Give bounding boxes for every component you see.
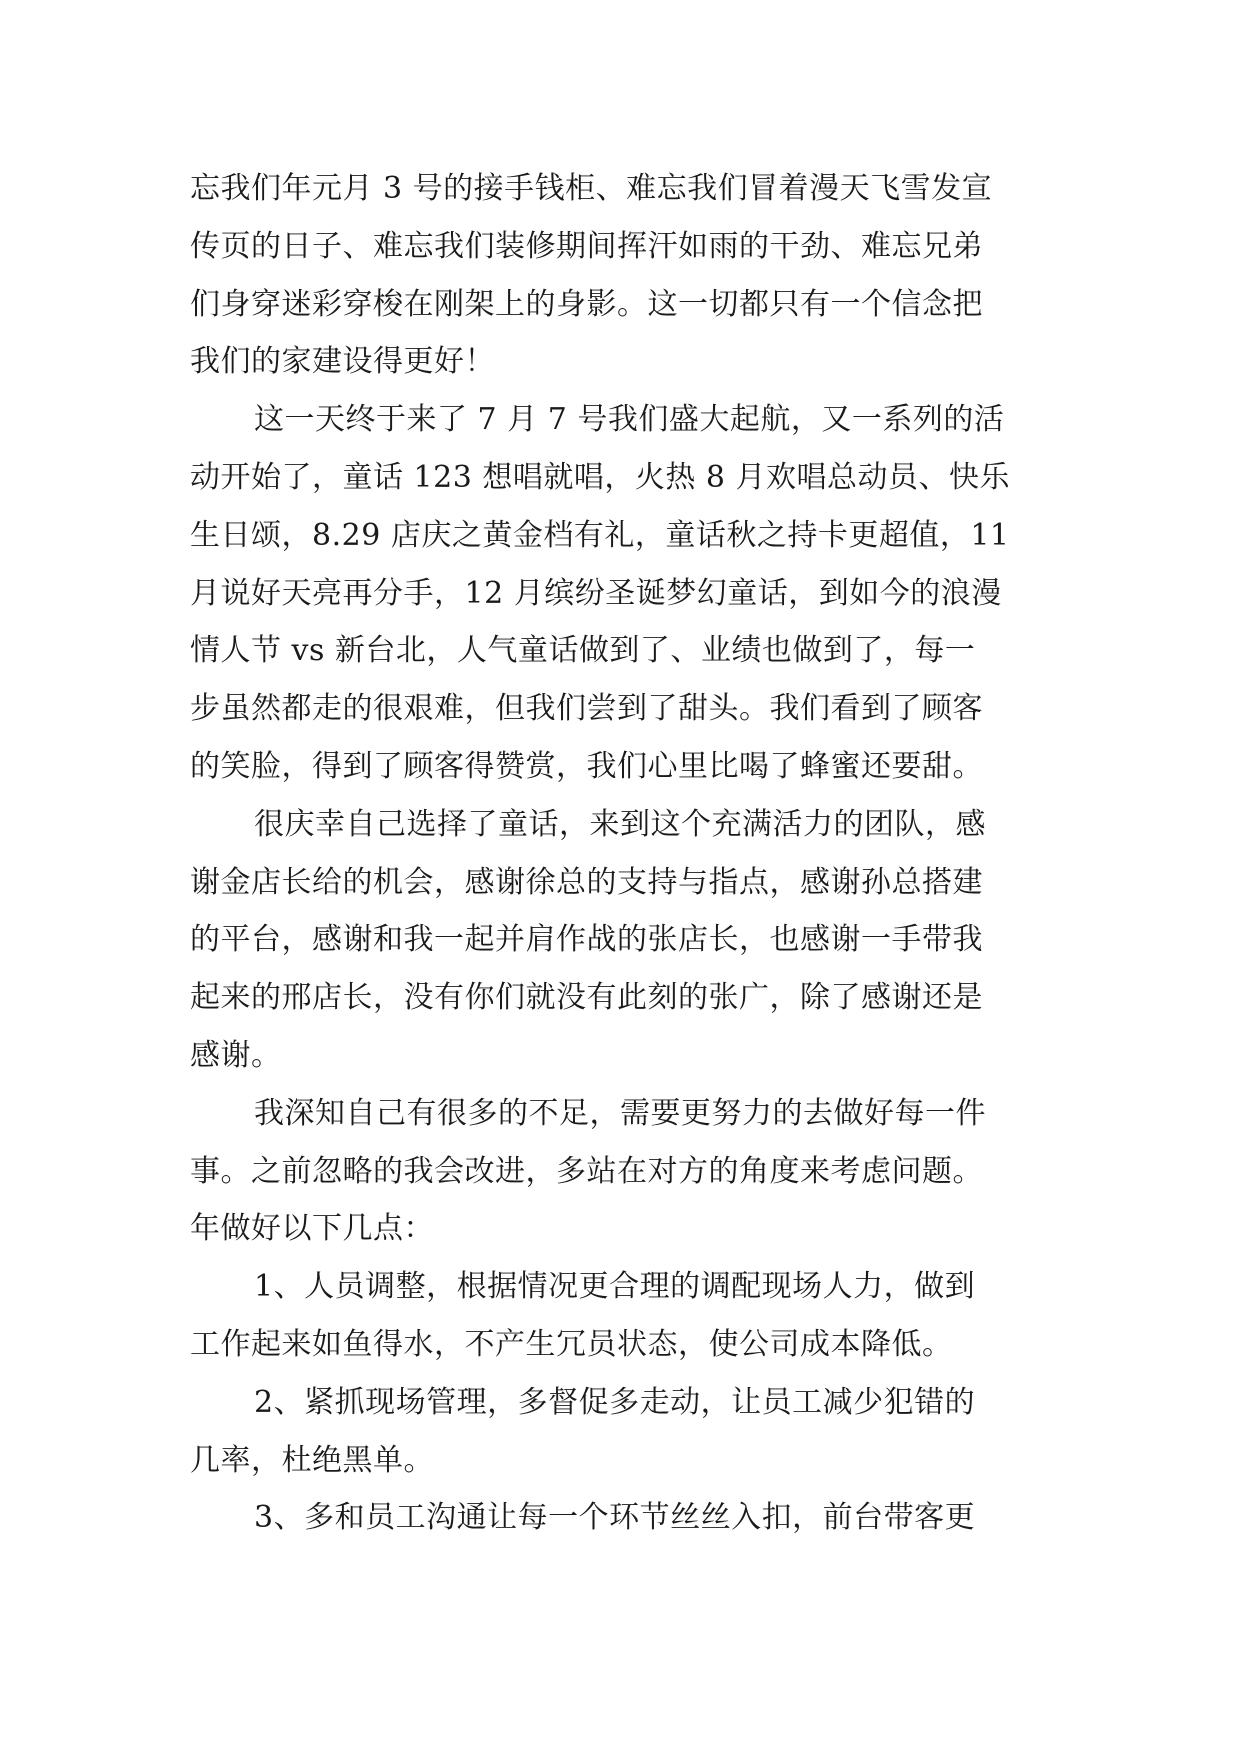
text-line: 月说好天亮再分手，12 月缤纷圣诞梦幻童话，到如今的浪漫	[190, 575, 1002, 611]
text-line: 谢金店长给的机会，感谢徐总的支持与指点，感谢孙总搭建	[190, 864, 983, 900]
text-line: 工作起来如鱼得水，不产生冗员状态，使公司成本降低。	[190, 1326, 953, 1362]
text-line: 事。之前忽略的我会改进，多站在对方的角度来考虑问题。	[190, 1153, 983, 1189]
text-line: 的笑脸，得到了顾客得赞赏，我们心里比喝了蜂蜜还要甜。	[190, 748, 983, 784]
text-line: 年做好以下几点：	[190, 1211, 434, 1247]
text-line: 们身穿迷彩穿梭在刚架上的身影。这一切都只有一个信念把	[190, 286, 983, 322]
text-line: 情人节 vs 新台北，人气童话做到了、业绩也做到了，每一	[190, 633, 976, 669]
document-body	[190, 160, 1052, 1547]
text-line: 1、人员调整，根据情况更合理的调配现场人力，做到	[254, 1269, 976, 1305]
text-line: 这一天终于来了 7 月 7 号我们盛大起航，又一系列的活	[254, 402, 1005, 438]
text-line: 感谢。	[190, 1037, 282, 1073]
text-line: 的平台，感谢和我一起并肩作战的张店长，也感谢一手带我	[190, 922, 983, 958]
text-line: 很庆幸自己选择了童话，来到这个充满活力的团队，感	[254, 806, 986, 842]
text-line: 步虽然都走的很艰难，但我们尝到了甜头。我们看到了顾客	[190, 691, 983, 727]
text-line: 传页的日子、难忘我们装修期间挥汗如雨的干劲、难忘兄弟	[190, 228, 983, 264]
text-line: 几率，杜绝黑单。	[190, 1442, 434, 1478]
text-line: 起来的邢店长，没有你们就没有此刻的张广，除了感谢还是	[190, 980, 983, 1016]
text-line: 2、紧抓现场管理，多督促多走动，让员工减少犯错的	[254, 1384, 976, 1420]
text-line: 动开始了，童话 123 想唱就唱，火热 8 月欢唱总动员、快乐	[190, 459, 1010, 495]
text-line: 忘我们年元月 3 号的接手钱柜、难忘我们冒着漫天飞雪发宣	[190, 171, 993, 206]
text-line: 我深知自己有很多的不足，需要更努力的去做好每一件	[254, 1095, 986, 1131]
text-line: 3、多和员工沟通让每一个环节丝丝入扣，前台带客更	[254, 1500, 976, 1536]
text-line: 生日颂，8.29 店庆之黄金档有礼，童话秋之持卡更超值，11	[190, 517, 1010, 553]
text-line: 我们的家建设得更好！	[190, 344, 495, 380]
